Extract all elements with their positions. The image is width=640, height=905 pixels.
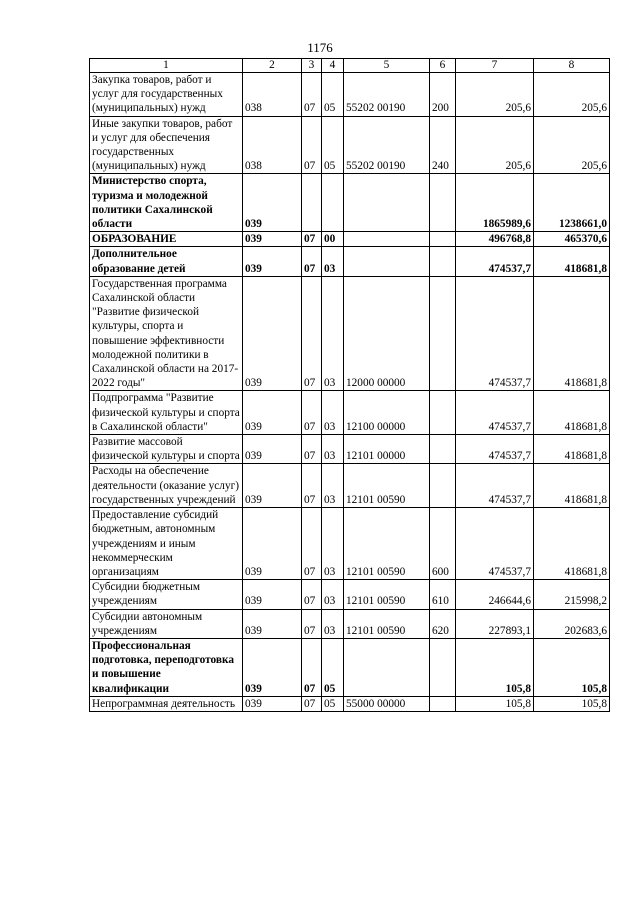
amount-year1-cell: 246644,6 (456, 580, 534, 609)
expense-type-cell: 200 (430, 73, 456, 117)
expense-type-cell (430, 232, 456, 247)
section-cell: 07 (302, 464, 322, 508)
table-row (90, 73, 610, 117)
amount-year1-cell: 105,8 (456, 638, 534, 696)
amount-year2-cell: 202683,6 (534, 609, 610, 638)
amount-year2-cell: 1238661,0 (534, 174, 610, 232)
subsection-cell: 03 (322, 391, 344, 435)
amount-year2-cell: 465370,6 (534, 232, 610, 247)
budget-table (89, 58, 610, 712)
amount-year2-cell: 215998,2 (534, 580, 610, 609)
expense-type-cell (430, 435, 456, 464)
row-name-cell: Расходы на обеспечение деятельности (оказание услуг) государственных учреждений (90, 464, 243, 508)
table-row (90, 696, 610, 711)
amount-year2-cell: 418681,8 (534, 435, 610, 464)
grbs-code-cell: 039 (243, 247, 302, 276)
amount-year1-cell: 474537,7 (456, 435, 534, 464)
subsection-cell: 03 (322, 580, 344, 609)
grbs-code-cell: 039 (243, 508, 302, 580)
section-cell: 07 (302, 435, 322, 464)
target-article-cell (344, 638, 430, 696)
subsection-cell: 03 (322, 435, 344, 464)
amount-year1-cell: 105,8 (456, 696, 534, 711)
row-name-cell: Закупка товаров, работ и услуг для государственных (муниципальных) нужд (90, 73, 243, 117)
amount-year2-cell: 418681,8 (534, 508, 610, 580)
subsection-cell: 05 (322, 638, 344, 696)
expense-type-cell (430, 276, 456, 391)
table-row (90, 391, 610, 435)
expense-type-cell: 620 (430, 609, 456, 638)
target-article-cell: 12000 00000 (344, 276, 430, 391)
target-article-cell: 55202 00190 (344, 116, 430, 174)
target-article-cell (344, 232, 430, 247)
amount-year2-cell: 205,6 (534, 116, 610, 174)
section-cell: 07 (302, 232, 322, 247)
column-header: 7 (456, 59, 534, 73)
row-name-cell: Государственная программа Сахалинской области "Развитие физической культуры, спорта и повышение эффективности молодежной политики в Сахалинской области на 2017-2022 годы" (90, 276, 243, 391)
table-row (90, 232, 610, 247)
expense-type-cell (430, 247, 456, 276)
table-row (90, 276, 610, 391)
column-header: 4 (322, 59, 344, 73)
row-name-cell: Иные закупки товаров, работ и услуг для обеспечения государственных (муниципальных) нужд (90, 116, 243, 174)
target-article-cell: 12101 00590 (344, 580, 430, 609)
grbs-code-cell: 039 (243, 174, 302, 232)
target-article-cell (344, 174, 430, 232)
table-row (90, 464, 610, 508)
grbs-code-cell: 039 (243, 464, 302, 508)
grbs-code-cell: 039 (243, 435, 302, 464)
expense-type-cell (430, 174, 456, 232)
table-header-row (90, 59, 610, 73)
column-header: 3 (302, 59, 322, 73)
amount-year2-cell: 418681,8 (534, 276, 610, 391)
section-cell: 07 (302, 391, 322, 435)
section-cell: 07 (302, 508, 322, 580)
page-number: 1176 (307, 40, 333, 55)
row-name-cell: Непрограммная деятельность (90, 696, 243, 711)
target-article-cell: 12101 00590 (344, 508, 430, 580)
table-row (90, 508, 610, 580)
target-article-cell: 12101 00590 (344, 464, 430, 508)
grbs-code-cell: 038 (243, 73, 302, 117)
section-cell: 07 (302, 609, 322, 638)
expense-type-cell (430, 638, 456, 696)
target-article-cell: 12101 00590 (344, 609, 430, 638)
row-name-cell: Дополнительное образование детей (90, 247, 243, 276)
row-name-cell: ОБРАЗОВАНИЕ (90, 232, 243, 247)
target-article-cell: 12100 00000 (344, 391, 430, 435)
row-name-cell: Субсидии бюджетным учреждениям (90, 580, 243, 609)
amount-year1-cell: 1865989,6 (456, 174, 534, 232)
row-name-cell: Подпрограмма "Развитие физической культуры и спорта в Сахалинской области" (90, 391, 243, 435)
expense-type-cell: 240 (430, 116, 456, 174)
row-name-cell: Предоставление субсидий бюджетным, автономным учреждениям и иным некоммерческим организациям (90, 508, 243, 580)
amount-year1-cell: 227893,1 (456, 609, 534, 638)
expense-type-cell (430, 696, 456, 711)
subsection-cell: 05 (322, 116, 344, 174)
subsection-cell: 05 (322, 696, 344, 711)
table-row (90, 247, 610, 276)
column-header: 6 (430, 59, 456, 73)
column-header: 2 (243, 59, 302, 73)
amount-year2-cell: 418681,8 (534, 464, 610, 508)
amount-year2-cell: 105,8 (534, 696, 610, 711)
target-article-cell: 12101 00000 (344, 435, 430, 464)
section-cell: 07 (302, 276, 322, 391)
column-header: 1 (90, 59, 243, 73)
subsection-cell: 03 (322, 276, 344, 391)
grbs-code-cell: 039 (243, 391, 302, 435)
grbs-code-cell: 039 (243, 580, 302, 609)
amount-year1-cell: 474537,7 (456, 276, 534, 391)
subsection-cell: 05 (322, 73, 344, 117)
section-cell (302, 174, 322, 232)
row-name-cell: Субсидии автономным учреждениям (90, 609, 243, 638)
grbs-code-cell: 039 (243, 232, 302, 247)
amount-year2-cell: 105,8 (534, 638, 610, 696)
table-row (90, 435, 610, 464)
column-header: 8 (534, 59, 610, 73)
target-article-cell (344, 247, 430, 276)
table-row (90, 638, 610, 696)
section-cell: 07 (302, 73, 322, 117)
amount-year2-cell: 418681,8 (534, 247, 610, 276)
subsection-cell: 03 (322, 508, 344, 580)
amount-year1-cell: 474537,7 (456, 247, 534, 276)
expense-type-cell: 610 (430, 580, 456, 609)
amount-year1-cell: 474537,7 (456, 464, 534, 508)
grbs-code-cell: 039 (243, 276, 302, 391)
row-name-cell: Развитие массовой физической культуры и спорта (90, 435, 243, 464)
subsection-cell: 03 (322, 609, 344, 638)
subsection-cell: 03 (322, 247, 344, 276)
expense-type-cell (430, 391, 456, 435)
section-cell: 07 (302, 696, 322, 711)
expense-type-cell: 600 (430, 508, 456, 580)
target-article-cell: 55000 00000 (344, 696, 430, 711)
table-row (90, 174, 610, 232)
section-cell: 07 (302, 116, 322, 174)
column-header: 5 (344, 59, 430, 73)
table-row (90, 609, 610, 638)
section-cell: 07 (302, 580, 322, 609)
grbs-code-cell: 039 (243, 609, 302, 638)
amount-year1-cell: 496768,8 (456, 232, 534, 247)
amount-year2-cell: 418681,8 (534, 391, 610, 435)
section-cell: 07 (302, 638, 322, 696)
table-row (90, 116, 610, 174)
grbs-code-cell: 038 (243, 116, 302, 174)
grbs-code-cell: 039 (243, 638, 302, 696)
subsection-cell (322, 174, 344, 232)
amount-year1-cell: 474537,7 (456, 508, 534, 580)
amount-year1-cell: 205,6 (456, 116, 534, 174)
row-name-cell: Министерство спорта, туризма и молодежной политики Сахалинской области (90, 174, 243, 232)
row-name-cell: Профессиональная подготовка, переподготовка и повышение квалификации (90, 638, 243, 696)
subsection-cell: 00 (322, 232, 344, 247)
amount-year2-cell: 205,6 (534, 73, 610, 117)
subsection-cell: 03 (322, 464, 344, 508)
section-cell: 07 (302, 247, 322, 276)
table-row (90, 580, 610, 609)
amount-year1-cell: 474537,7 (456, 391, 534, 435)
target-article-cell: 55202 00190 (344, 73, 430, 117)
grbs-code-cell: 039 (243, 696, 302, 711)
expense-type-cell (430, 464, 456, 508)
amount-year1-cell: 205,6 (456, 73, 534, 117)
